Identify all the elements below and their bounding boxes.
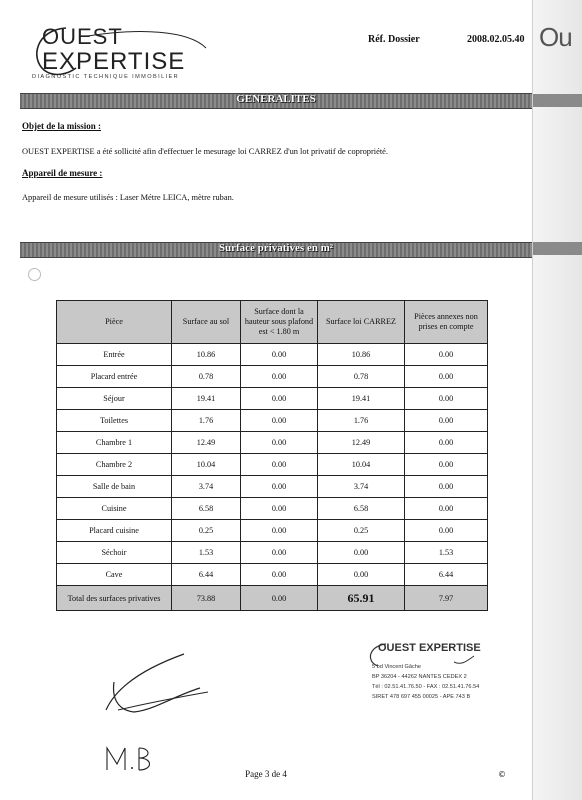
copyright-mark: © xyxy=(498,770,506,779)
appareil-heading: Appareil de mesure : xyxy=(22,168,103,178)
handwritten-signature xyxy=(104,652,214,716)
table-header-row xyxy=(57,301,488,344)
section-bar-surfaces xyxy=(20,242,532,258)
cell-pieces-annexes: 0.00 xyxy=(405,432,488,454)
cell-surface-hauteur: 0.00 xyxy=(241,476,318,498)
cell-surface-hauteur: 0.00 xyxy=(241,520,318,542)
cell-surface-sol: 3.74 xyxy=(172,476,241,498)
table-row xyxy=(57,454,488,476)
cell-surface-hauteur: 0.00 xyxy=(241,344,318,366)
adjacent-page-bar xyxy=(533,94,582,107)
cell-piece: Séchoir xyxy=(57,542,172,564)
cell-surface-carrez: 1.76 xyxy=(318,410,405,432)
total-surface-hauteur: 0.00 xyxy=(241,586,318,611)
cell-surface-carrez: 0.78 xyxy=(318,366,405,388)
cell-pieces-annexes: 0.00 xyxy=(405,366,488,388)
cell-surface-sol: 1.76 xyxy=(172,410,241,432)
page-number: Page 3 de 4 xyxy=(245,769,287,779)
adjacent-page-bar xyxy=(533,242,582,255)
reference-number: 2008.02.05.40 xyxy=(467,34,525,45)
header-surface-sol: Surface au sol xyxy=(172,301,241,344)
cell-surface-sol: 0.78 xyxy=(172,366,241,388)
cell-surface-hauteur: 0.00 xyxy=(241,432,318,454)
cell-surface-carrez: 10.86 xyxy=(318,344,405,366)
cell-surface-sol: 19.41 xyxy=(172,388,241,410)
company-stamp xyxy=(338,640,518,710)
mission-heading: Objet de la mission : xyxy=(22,121,102,131)
cell-surface-sol: 1.53 xyxy=(172,542,241,564)
appareil-text: Appareil de mesure utilisés : Laser Métre LEICA, mètre ruban. xyxy=(22,193,234,202)
stamp-siret: SIRET 478 697 455 00025 - APE 743 B xyxy=(372,694,471,700)
mission-text: OUEST EXPERTISE a été sollicité afin d'effectuer le mesurage loi CARREZ d'un lot privatif de copropriété. xyxy=(22,147,388,156)
cell-surface-sol: 6.58 xyxy=(172,498,241,520)
stamp-address: 5 bd Vincent Gâche xyxy=(372,664,422,670)
total-pieces-annexes: 7.97 xyxy=(405,586,488,611)
table-row xyxy=(57,366,488,388)
cell-piece: Placard cuisine xyxy=(57,520,172,542)
header-pieces-annexes: Pièces annexes non prises en compte xyxy=(405,301,488,344)
cell-pieces-annexes: 0.00 xyxy=(405,498,488,520)
total-label: Total des surfaces privatives xyxy=(57,586,172,611)
cell-piece: Salle de bain xyxy=(57,476,172,498)
cell-surface-sol: 0.25 xyxy=(172,520,241,542)
cell-piece: Toilettes xyxy=(57,410,172,432)
cell-pieces-annexes: 0.00 xyxy=(405,520,488,542)
cell-piece: Placard entrée xyxy=(57,366,172,388)
cell-surface-sol: 10.04 xyxy=(172,454,241,476)
cell-surface-hauteur: 0.00 xyxy=(241,410,318,432)
cell-surface-hauteur: 0.00 xyxy=(241,498,318,520)
adjacent-page-logo-fragment: Ou xyxy=(539,22,572,52)
cell-surface-sol: 10.86 xyxy=(172,344,241,366)
table-row xyxy=(57,388,488,410)
table-row xyxy=(57,344,488,366)
cell-surface-carrez: 12.49 xyxy=(318,432,405,454)
cell-piece: Séjour xyxy=(57,388,172,410)
table-row xyxy=(57,476,488,498)
cell-piece: Chambre 1 xyxy=(57,432,172,454)
cell-surface-hauteur: 0.00 xyxy=(241,454,318,476)
surfaces-table xyxy=(56,300,488,611)
table-row xyxy=(57,520,488,542)
cell-piece: Entrée xyxy=(57,344,172,366)
cell-surface-carrez: 0.25 xyxy=(318,520,405,542)
table-row xyxy=(57,564,488,586)
cell-surface-carrez: 0.00 xyxy=(318,564,405,586)
reference-label: Réf. Dossier xyxy=(368,34,420,45)
cell-piece: Cuisine xyxy=(57,498,172,520)
cell-pieces-annexes: 0.00 xyxy=(405,344,488,366)
cell-pieces-annexes: 6.44 xyxy=(405,564,488,586)
table-total-row xyxy=(57,586,488,611)
company-logo xyxy=(28,18,228,84)
table-row xyxy=(57,498,488,520)
cell-surface-hauteur: 0.00 xyxy=(241,388,318,410)
cell-piece: Cave xyxy=(57,564,172,586)
cell-pieces-annexes: 0.00 xyxy=(405,388,488,410)
total-surface-carrez: 65.91 xyxy=(318,586,405,611)
cell-pieces-annexes: 1.53 xyxy=(405,542,488,564)
table-row xyxy=(57,542,488,564)
cell-pieces-annexes: 0.00 xyxy=(405,410,488,432)
cell-surface-carrez: 0.00 xyxy=(318,542,405,564)
table-row xyxy=(57,432,488,454)
logo-word-expertise: EXPERTISE xyxy=(42,48,186,75)
header-piece: Pièce xyxy=(57,301,172,344)
cell-surface-hauteur: 0.00 xyxy=(241,366,318,388)
adjacent-page-edge xyxy=(532,0,582,800)
section-title: Surface privatives en m² xyxy=(218,242,334,254)
total-surface-sol: 73.88 xyxy=(172,586,241,611)
cell-surface-carrez: 3.74 xyxy=(318,476,405,498)
punch-hole-mark xyxy=(28,268,41,281)
cell-pieces-annexes: 0.00 xyxy=(405,476,488,498)
cell-surface-hauteur: 0.00 xyxy=(241,564,318,586)
cell-surface-carrez: 10.04 xyxy=(318,454,405,476)
stamp-logo: OUEST EXPERTISE xyxy=(378,642,481,654)
cell-surface-carrez: 19.41 xyxy=(318,388,405,410)
header-surface-carrez: Surface loi CARREZ xyxy=(318,301,405,344)
cell-pieces-annexes: 0.00 xyxy=(405,454,488,476)
cell-surface-sol: 6.44 xyxy=(172,564,241,586)
cell-surface-hauteur: 0.00 xyxy=(241,542,318,564)
logo-tagline: DIAGNOSTIC TECHNIQUE IMMOBILIER xyxy=(32,74,180,80)
logo-word-ouest: OUEST xyxy=(42,24,123,49)
stamp-postal: BP 36204 - 44262 NANTES CEDEX 2 xyxy=(372,674,467,680)
table-row xyxy=(57,410,488,432)
section-title: GENERALITES xyxy=(236,93,316,105)
cell-surface-carrez: 6.58 xyxy=(318,498,405,520)
section-bar-generalites xyxy=(20,93,532,109)
header-surface-hauteur: Surface dont la hauteur sous plafond est < 1.80 m xyxy=(241,301,318,344)
cell-piece: Chambre 2 xyxy=(57,454,172,476)
cell-surface-sol: 12.49 xyxy=(172,432,241,454)
stamp-phone: Tél : 02.51.41.76.50 - FAX : 02.51.41.76.54 xyxy=(372,684,480,690)
